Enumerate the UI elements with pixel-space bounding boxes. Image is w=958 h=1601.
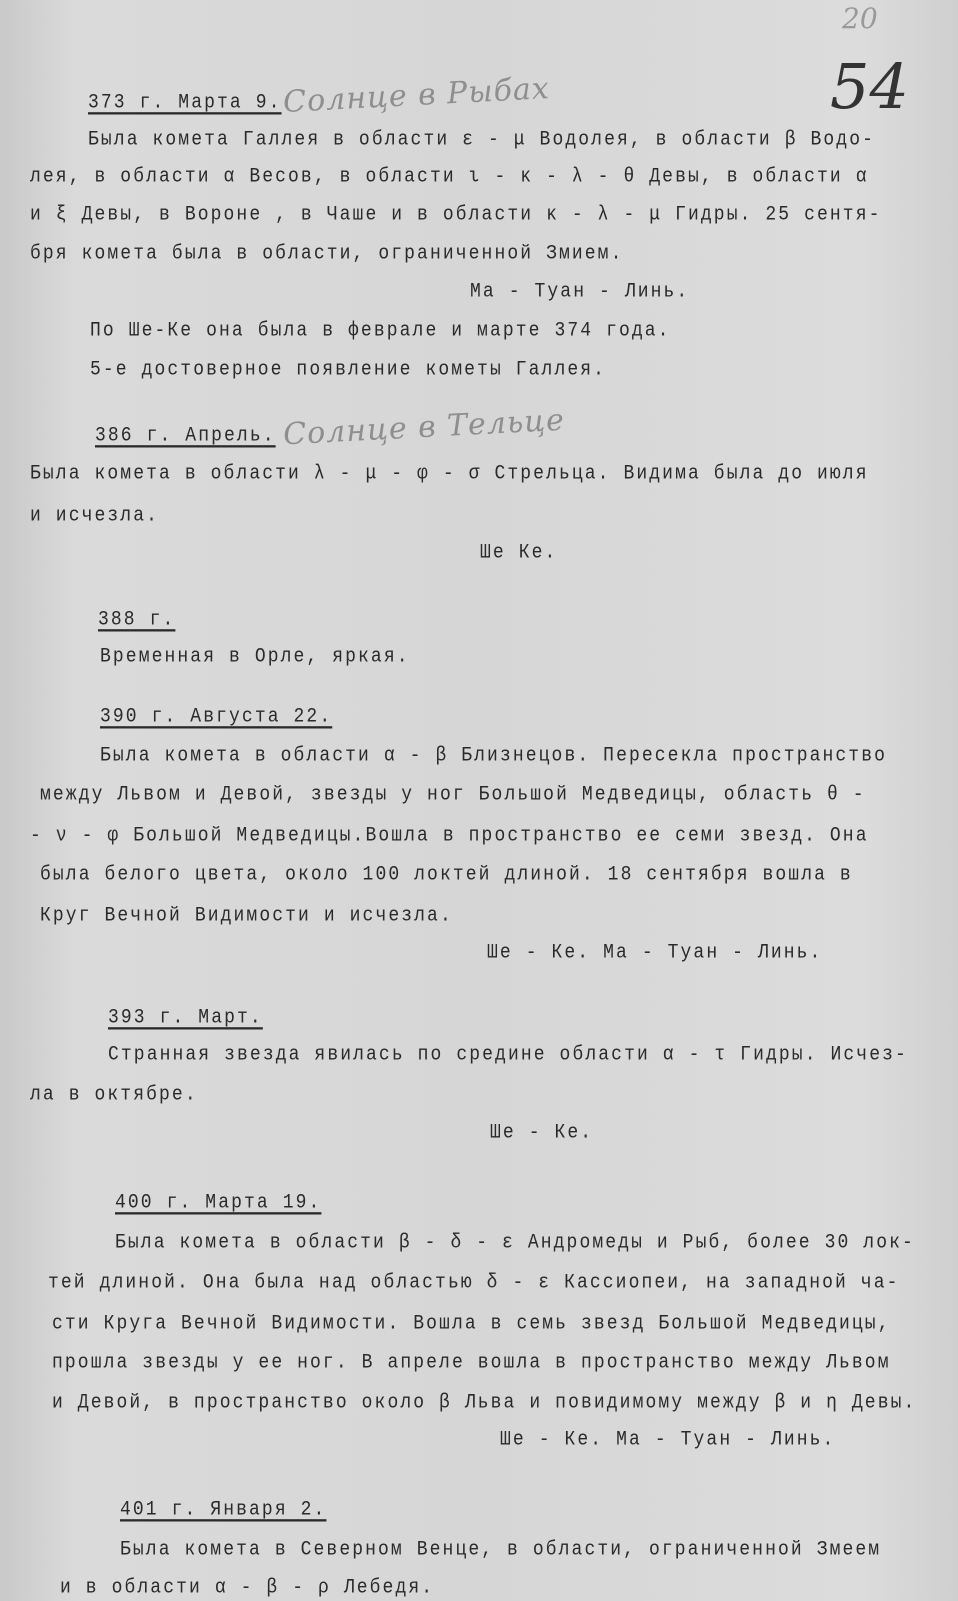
- text-line: Круг Вечной Видимости и исчезла.: [40, 904, 453, 928]
- source-citation: Ше - Ке. Ма - Туан - Линь.: [500, 1428, 836, 1452]
- text-line: прошла звезды у ее ног. В апреле вошла в пространство между Львом: [52, 1351, 891, 1375]
- source-citation: Ше - Ке. Ма - Туан - Линь.: [487, 941, 823, 965]
- text-line: была белого цвета, около 100 локтей длиной. 18 сентября вошла в: [40, 863, 853, 887]
- source-citation: Ше Ке.: [480, 541, 558, 565]
- pencil-annotation: Солнце в Рыбах: [282, 71, 551, 120]
- text-line: Была комета в области β - δ - ε Андромеды и Рыб, более 30 лок-: [115, 1231, 915, 1255]
- text-line: и в области α - β - ρ Лебедя.: [60, 1576, 435, 1600]
- text-line: Временная в Орле, яркая.: [100, 645, 410, 669]
- text-line: бря комета была в области, ограниченной Змием.: [30, 242, 624, 266]
- text-line: Была комета в Северном Венце, в области, ограниченной Змеем: [120, 1538, 882, 1562]
- source-citation: Ше - Ке.: [490, 1121, 594, 1145]
- text-line: - ν - φ Большой Медведицы.Вошла в пространство ее семи звезд. Она: [30, 824, 869, 848]
- entry-date-heading: 390 г. Августа 22.: [100, 705, 333, 729]
- ink-page-number: 54: [830, 50, 909, 123]
- text-line: Была комета в области α - β Близнецов. Пересекла пространство: [100, 744, 888, 768]
- pencil-page-number: 20: [842, 2, 878, 35]
- text-line: сти Круга Вечной Видимости. Вошла в семь звезд Большой Медведицы,: [52, 1312, 891, 1336]
- pencil-annotation: Солнце в Тельце: [282, 402, 566, 453]
- text-line: между Львом и Девой, звезды у ног Большой Медведицы, область θ -: [40, 783, 866, 807]
- text-line: и Девой, в пространство около β Льва и повидимому между β и η Девы.: [52, 1391, 917, 1415]
- entry-date-heading: 386 г. Апрель.: [95, 424, 276, 448]
- entry-date-heading: 388 г.: [98, 608, 176, 632]
- text-line: и ξ Девы, в Вороне , в Чаше и в области κ - λ - μ Гидры. 25 сентя-: [30, 203, 882, 227]
- text-line: Странная звезда явилась по средине области α - τ Гидры. Исчез-: [108, 1043, 908, 1067]
- text-line: По Ше-Ке она была в феврале и марте 374 года.: [90, 319, 671, 343]
- entry-date-heading: 373 г. Марта 9.: [88, 91, 282, 115]
- entry-date-heading: 400 г. Марта 19.: [115, 1191, 322, 1215]
- text-line: ла в октябре.: [30, 1083, 198, 1107]
- text-line: и исчезла.: [30, 504, 160, 528]
- text-line: Была комета в области λ - μ - φ - σ Стрельца. Видима была до июля: [30, 462, 869, 486]
- text-line: тей длиной. Она была над областью δ - ε Кассиопеи, на западной ча-: [48, 1271, 900, 1295]
- text-line: 5-е достоверное появление кометы Галлея.: [90, 358, 607, 382]
- entry-date-heading: 393 г. Март.: [108, 1006, 263, 1030]
- text-line: лея, в области α Весов, в области ι - κ - λ - θ Девы, в области α: [30, 165, 869, 189]
- entry-date-heading: 401 г. Января 2.: [120, 1498, 327, 1522]
- text-line: Была комета Галлея в области ε - μ Водолея, в области β Водо-: [88, 128, 876, 152]
- source-citation: Ма - Туан - Линь.: [470, 280, 690, 304]
